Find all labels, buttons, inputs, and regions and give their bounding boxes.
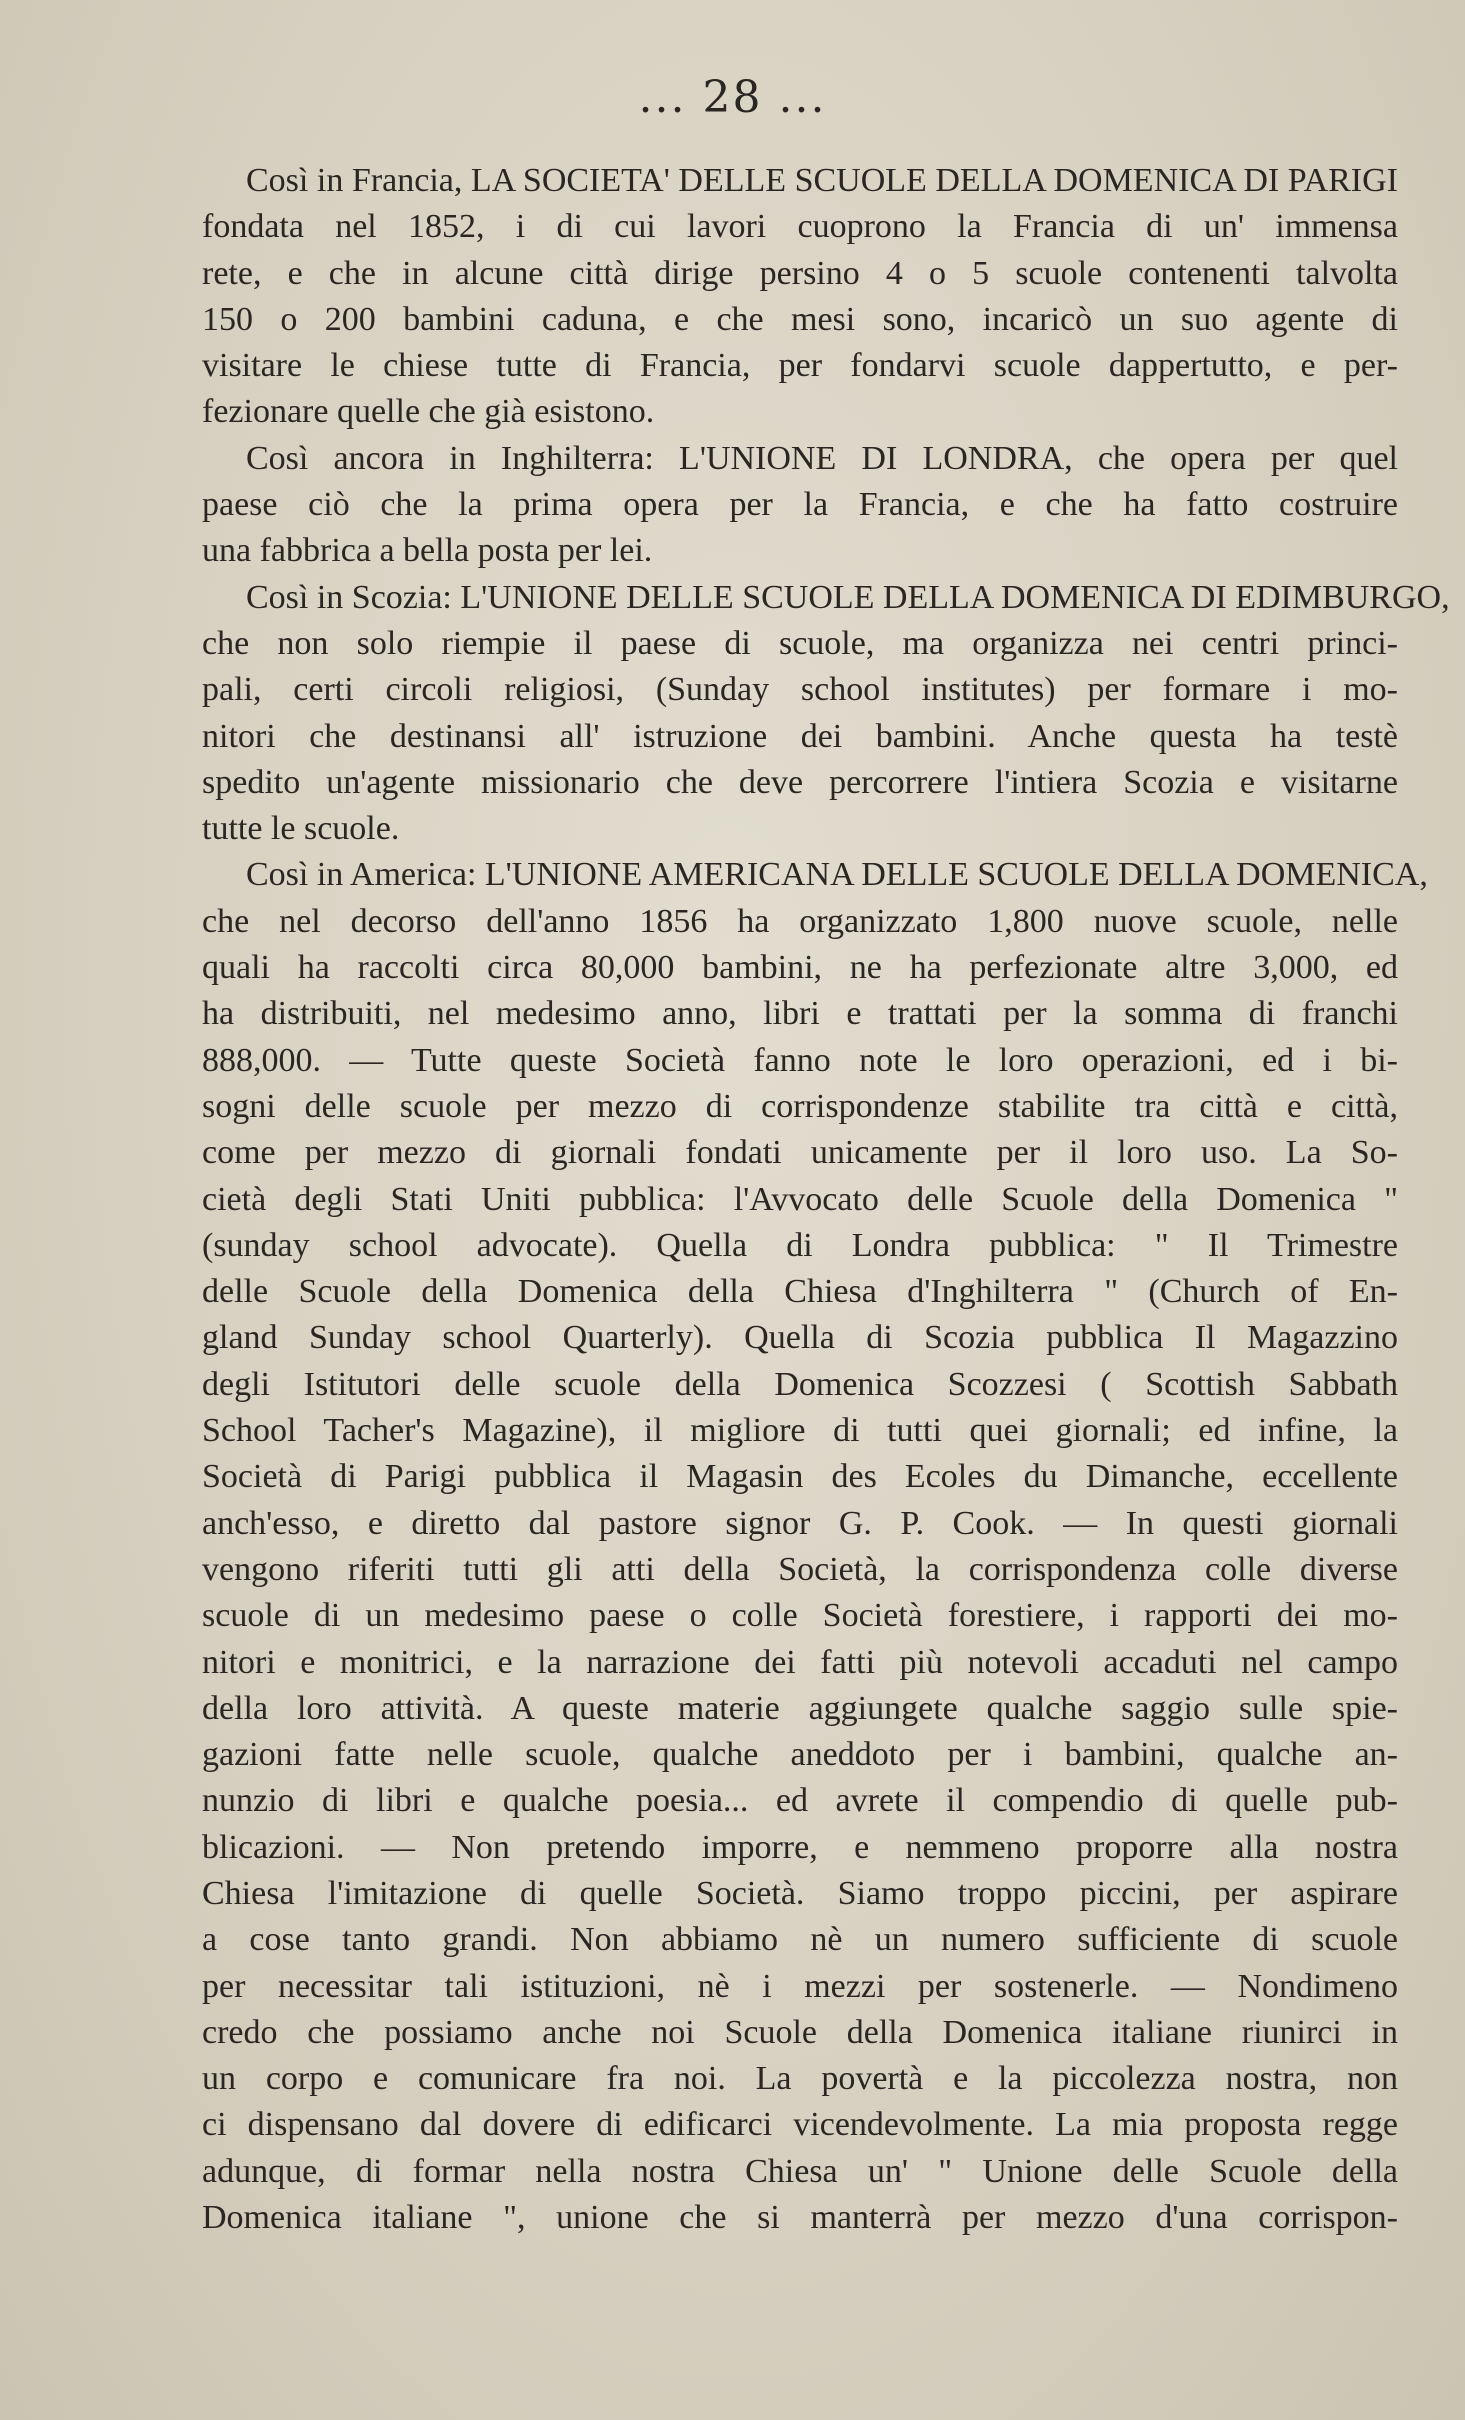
text-line: nunzio di libri e qualche poesia... ed avrete il compendio di quelle pub- [202, 1782, 1398, 1820]
text-line: un corpo e comunicare fra noi. La povertà e la piccolezza nostra, non [202, 2060, 1398, 2098]
text-line: anch'esso, e diretto dal pastore signor G. P. Cook. — In questi giornali [202, 1504, 1398, 1542]
text-line: Così ancora in Inghilterra: L'UNIONE DI LONDRA, che opera per quel [246, 439, 1398, 477]
text-line: paese ciò che la prima opera per la Francia, e che ha fatto costruire [202, 486, 1398, 524]
text-line: nitori che destinansi all' istruzione dei bambini. Anche questa ha testè [202, 717, 1398, 755]
text-line: 150 o 200 bambini caduna, e che mesi sono, incaricò un suo agente di [202, 300, 1398, 338]
text-line: visitare le chiese tutte di Francia, per fondarvi scuole dappertutto, e per- [202, 347, 1398, 385]
text-line: gland Sunday school Quarterly). Quella di Scozia pubblica Il Magazzino [202, 1319, 1398, 1357]
text-line: Società di Parigi pubblica il Magasin des Ecoles du Dimanche, eccellente [202, 1458, 1398, 1496]
text-line: Così in Francia, LA SOCIETA' DELLE SCUOLE DELLA DOMENICA DI PARIGI [246, 162, 1398, 199]
text-line: ci dispensano dal dovere di edificarci vicendevolmente. La mia proposta regge [202, 2106, 1398, 2144]
text-line: per necessitar tali istituzioni, nè i mezzi per sostenerle. — Nondimeno [202, 1967, 1398, 2005]
text-line: scuole di un medesimo paese o colle Società forestiere, i rapporti dei mo- [202, 1597, 1398, 1635]
text-line: fondata nel 1852, i di cui lavori cuoprono la Francia di un' immensa [202, 208, 1398, 246]
text-line: della loro attività. A queste materie aggiungete qualche saggio sulle spie- [202, 1689, 1398, 1727]
text-line: Così in America: L'UNIONE AMERICANA DELLE SCUOLE DELLA DOMENICA, [246, 856, 1428, 894]
text-line: degli Istitutori delle scuole della Domenica Scozzesi ( Scottish Sabbath [202, 1365, 1398, 1403]
text-line: (sunday school advocate). Quella di Londra pubblica: " Il Trimestre [202, 1226, 1398, 1264]
text-line: School Tacher's Magazine), il migliore di tutti quei giornali; ed infine, la [202, 1412, 1398, 1450]
text-line: pali, certi circoli religiosi, (Sunday school institutes) per formare i mo- [202, 671, 1398, 709]
text-line: vengono riferiti tutti gli atti della Società, la corrispondenza colle diverse [202, 1550, 1398, 1588]
text-line: credo che possiamo anche noi Scuole della Domenica italiane riunirci in [202, 2013, 1398, 2051]
text-line: blicazioni. — Non pretendo imporre, e nemmeno proporre alla nostra [202, 1828, 1398, 1866]
text-line: che nel decorso dell'anno 1856 ha organizzato 1,800 nuove scuole, nelle [202, 902, 1398, 940]
text-line: rete, e che in alcune città dirige persino 4 o 5 scuole contenenti talvolta [202, 254, 1398, 292]
text-line: tutte le scuole. [202, 810, 400, 848]
page-number: ... 28 ... [638, 72, 827, 123]
text-line: 888,000. — Tutte queste Società fanno note le loro operazioni, ed i bi- [202, 1041, 1398, 1079]
text-line: come per mezzo di giornali fondati unicamente per il loro uso. La So- [202, 1134, 1398, 1172]
text-line: spedito un'agente missionario che deve percorrere l'intiera Scozia e visitarne [202, 763, 1398, 801]
text-line: cietà degli Stati Uniti pubblica: l'Avvocato delle Scuole della Domenica " [202, 1180, 1398, 1218]
text-line: gazioni fatte nelle scuole, qualche aneddoto per i bambini, qualche an- [202, 1736, 1398, 1774]
text-line: Così in Scozia: L'UNIONE DELLE SCUOLE DELLA DOMENICA DI EDIMBURGO, [246, 578, 1450, 616]
text-line: delle Scuole della Domenica della Chiesa d'Inghilterra " (Church of En- [202, 1273, 1398, 1311]
text-line: ha distribuiti, nel medesimo anno, libri e trattati per la somma di franchi [202, 995, 1398, 1033]
text-line: nitori e monitrici, e la narrazione dei fatti più notevoli accaduti nel campo [202, 1643, 1398, 1681]
text-line: a cose tanto grandi. Non abbiamo nè un numero sufficiente di scuole [202, 1921, 1398, 1959]
text-line: quali ha raccolti circa 80,000 bambini, ne ha perfezionate altre 3,000, ed [202, 949, 1398, 987]
text-line: fezionare quelle che già esistono. [202, 393, 655, 431]
text-line: sogni delle scuole per mezzo di corrispondenze stabilite tra città e città, [202, 1087, 1398, 1125]
text-line: adunque, di formar nella nostra Chiesa un' " Unione delle Scuole della [202, 2152, 1398, 2190]
text-line: Chiesa l'imitazione di quelle Società. Siamo troppo piccini, per aspirare [202, 1874, 1398, 1912]
body-text [202, 158, 1450, 2241]
text-line: una fabbrica a bella posta per lei. [202, 532, 653, 570]
text-line: che non solo riempie il paese di scuole, ma organizza nei centri princi- [202, 624, 1398, 662]
text-line: Domenica italiane ", unione che si manterrà per mezzo d'una corrispon- [202, 2199, 1398, 2237]
